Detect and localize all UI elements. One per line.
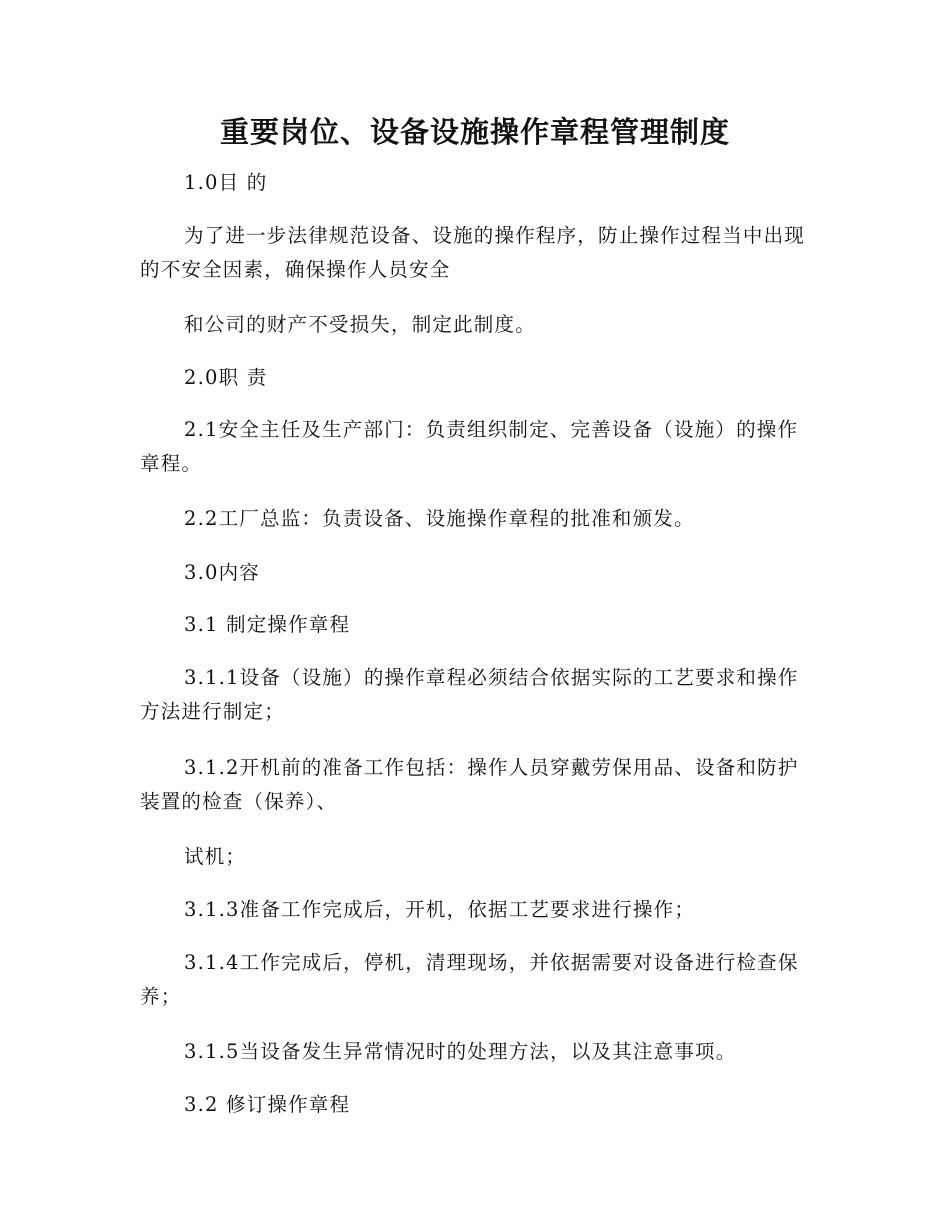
paragraph-section-3-1-4: 3.1.4工作完成后，停机，清理现场，并依据需要对设备进行检查保养；	[140, 951, 799, 1008]
paragraph-section-3-1-5: 3.1.5当设备发生异常情况时的处理方法，以及其注意事项。	[184, 1040, 737, 1063]
paragraph-section-3-1: 3.1 制定操作章程	[184, 613, 351, 636]
paragraph-section-3-1-2-continued: 试机；	[184, 845, 247, 868]
paragraph-section-3-1-2: 3.1.2开机前的准备工作包括：操作人员穿戴劳保用品、设备和防护装置的检查（保养）、	[140, 756, 799, 813]
paragraph-responsibility-2-2: 2.2工厂总监：负责设备、设施操作章程的批准和颁发。	[184, 507, 695, 530]
paragraph-purpose-text-continued: 和公司的财产不受损失，制定此制度。	[184, 313, 536, 336]
paragraph-section-3-1-1: 3.1.1设备（设施）的操作章程必须结合依据实际的工艺要求和操作方法进行制定；	[140, 666, 799, 723]
paragraph-responsibility-heading: 2.0职 责	[184, 366, 268, 389]
paragraph-responsibility-2-1: 2.1安全主任及生产部门：负责组织制定、完善设备（设施）的操作章程。	[140, 418, 799, 475]
paragraph-section-3-2: 3.2 修订操作章程	[184, 1093, 351, 1116]
paragraph-content-heading: 3.0内容	[184, 561, 261, 584]
paragraph-purpose-text: 为了进一步法律规范设备、设施的操作程序，防止操作过程当中出现的不安全因素，确保操作人员安全	[140, 224, 806, 281]
paragraph-purpose-heading: 1.0目 的	[184, 171, 268, 194]
paragraph-section-3-1-3: 3.1.3准备工作完成后，开机，依据工艺要求进行操作；	[184, 898, 696, 921]
document-title: 重要岗位、设备设施操作章程管理制度	[219, 115, 730, 149]
